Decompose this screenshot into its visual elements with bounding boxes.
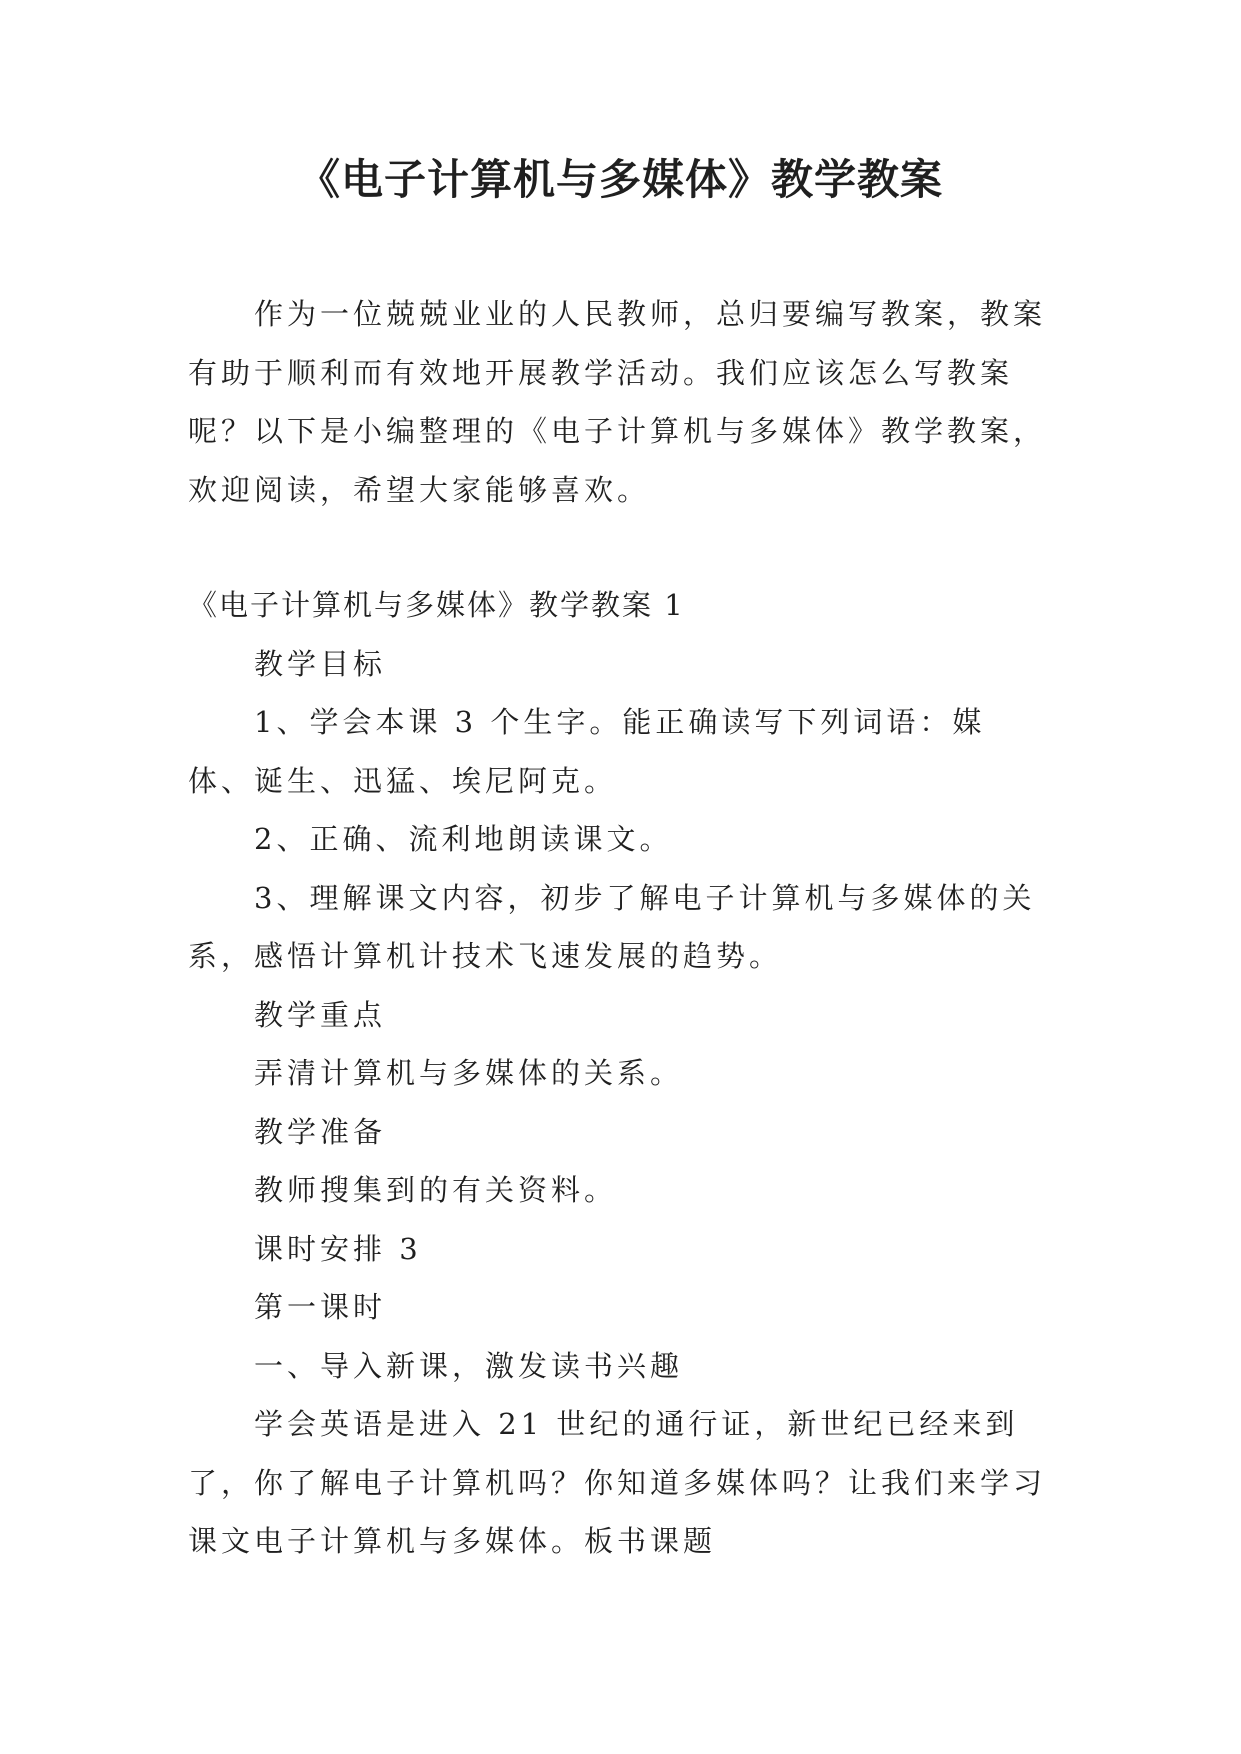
section-heading: 《电子计算机与多媒体》教学教案 1 xyxy=(188,588,685,622)
teaching-focus-text: 弄清计算机与多媒体的关系。 xyxy=(254,1056,684,1090)
heading-teaching-focus: 教学重点 xyxy=(254,997,387,1032)
goal-item-1: 1、学会本课 3 个生字。能正确读写下列词语：媒体、诞生、迅猛、埃尼阿克。 xyxy=(188,705,986,798)
class-hours-text: 课时安排 3 xyxy=(254,1231,422,1266)
first-lesson-heading: 第一课时 xyxy=(254,1290,387,1324)
document-title: 《电子计算机与多媒体》教学教案 xyxy=(297,155,943,204)
heading-teaching-preparation: 教学准备 xyxy=(254,1114,387,1149)
step-one-text: 学会英语是进入 21 世纪的通行证，新世纪已经来到了，你了解电子计算机吗？你知道多媒体吗？让我们来学习课文电子计算机与多媒体。板书课题 xyxy=(188,1407,1047,1558)
goal-item-2: 2、正确、流利地朗读课文。 xyxy=(254,822,673,856)
intro-paragraph: 作为一位兢兢业业的人民教师，总归要编写教案，教案有助于顺利而有效地开展教学活动。我们应该怎么写教案呢？以下是小编整理的《电子计算机与多媒体》教学教案，欢迎阅读，希望大家能够喜欢。 xyxy=(188,297,1047,507)
lesson-plan-body xyxy=(188,576,1050,1571)
heading-teaching-goals: 教学目标 xyxy=(254,646,387,681)
goal-item-3: 3、理解课文内容，初步了解电子计算机与多媒体的关系，感悟计算机计技术飞速发展的趋势。 xyxy=(188,880,1036,973)
step-one-heading: 一、导入新课，激发读书兴趣 xyxy=(254,1348,684,1383)
teaching-preparation-text: 教师搜集到的有关资料。 xyxy=(254,1173,618,1207)
